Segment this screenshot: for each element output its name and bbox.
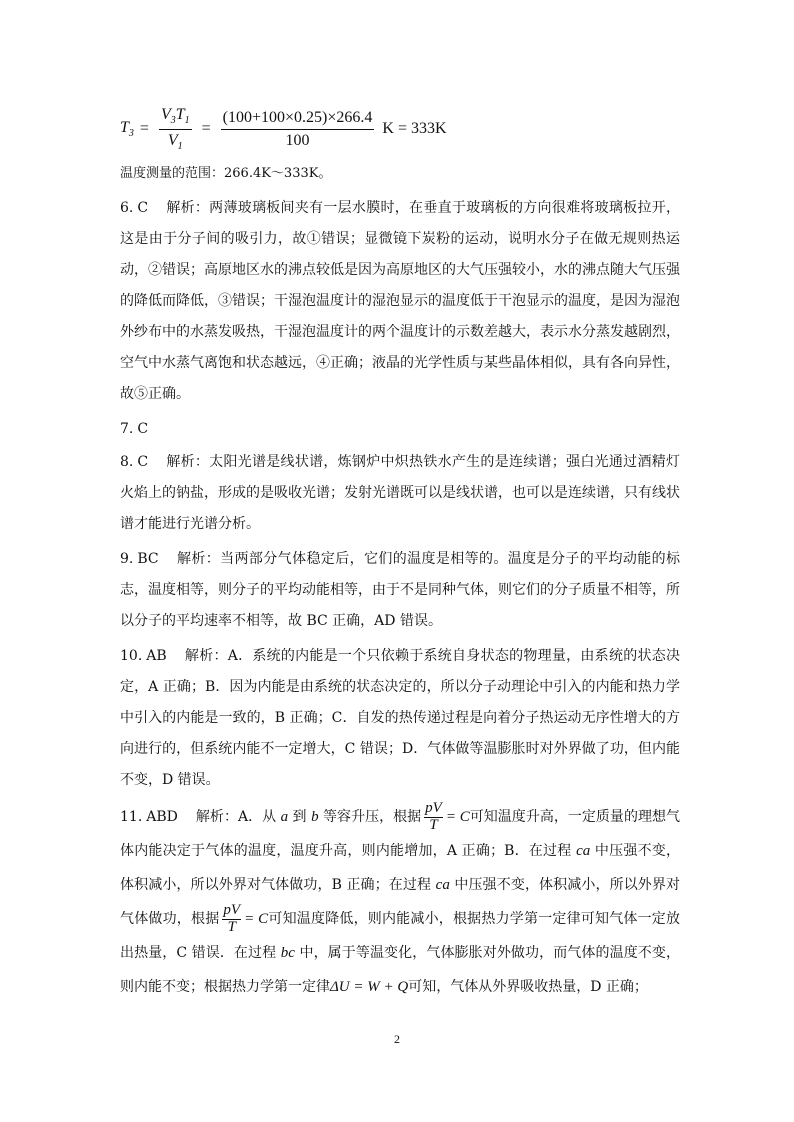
temperature-range: 温度测量的范围：266.4K～333K。 — [120, 166, 332, 181]
answer-item-10: 10. AB 解析：A．系统的内能是一个只依赖于系统自身状态的物理量，由系统的状态决定，A 正确；B．因为内能是由系统的状态决定的，所以分子动理论中引入的内能和热力学中引入的内能是一致的，B 正确；C．自发的热传递过程是向着分子热运动无序性增大的方向进行的，但系统内能不一定增大，C 错误；D．气体做等温膨胀时对外界做了功，但内能不变，D 错误。 — [120, 648, 680, 788]
eq-fraction-1: $\frac{V_3T_1}{V_1}$ — [160, 106, 190, 152]
answer-content — [120, 100, 680, 1008]
eq-fraction-2: $\frac{(100+100\times 0.25)\times 266.4}{100}$ — [222, 108, 373, 149]
first-law-formula: ΔU = W + Q — [330, 979, 409, 995]
eq-equals-2: = — [201, 120, 211, 137]
answer-item-8: 8. C 解析：太阳光谱是线状谱，炼钢炉中炽热铁水产生的是连续谱；强白光通过酒精灯火焰上的钠盐，形成的是吸收光谱；发射光谱既可以是线状谱，也可以是连续谱，只有线状谱才能进行光谱分析。 — [120, 454, 680, 532]
ideal-gas-fraction-1: $\frac{pV}{T}$ — [425, 799, 442, 833]
answer-item-9: 9. BC 解析：当两部分气体稳定后，它们的温度是相等的。温度是分子的平均动能的标志，温度相等，则分子的平均动能相等，由于不是同种气体，则它们的分子质量不相等，所以分子的平均速率不相等，故 BC 正确，AD 错误。 — [120, 551, 680, 629]
answer-item-6: 6. C 解析：两薄玻璃板间夹有一层水膜时，在垂直于玻璃板的方向很难将玻璃板拉开，这是由于分子间的吸引力，故①错误；显微镜下炭粉的运动，说明水分子在做无规则热运动，②错误；高原地区水的沸点较低是因为高原地区的大气压强较小，水的沸点随大气压强的降低而降低，③错误；干湿泡温度计的湿泡显示的温度低于干泡显示的温度，是因为湿泡外纱布中的水蒸发吸热，干湿泡温度计的两个温度计的示数差越大，表示水分蒸发越剧烈，空气中水蒸气离饱和状态越远，④正确；液晶的光学性质与某些晶体相似，具有各向异性，故⑤正确。 — [120, 200, 680, 402]
eq-lhs: $T_3$ — [120, 118, 134, 140]
page-number: 2 — [394, 1032, 400, 1046]
eq-result: K = 333K — [382, 120, 447, 137]
answer-item-7: 7. C — [120, 421, 149, 437]
ideal-gas-fraction-2: $\frac{pV}{T}$ — [223, 901, 241, 935]
answer-item-11: 11. ABD 解析：A．从 a 到 b 等容升压，根据 $\frac{pV}{T}$ = C可知温度升高，一定质量的理想气体内能决定于气体的温度，温度升高，则内能增加，A 正确；B．在过程 ca 中压强不变，体积减小，所以外界对气体做功，B 正确；在过程 ca 中压强不变，体积减小，所以外界对气体做功，根据 $\frac{pV}{T}$ = C可知温度降低，则内能减小，根据热力学第一定律可知气体一定放出热量，C 错误．在过程 bc 中，属于等温变化，气体膨胀对外做功，而气体的温度不变，则内能不变；根据热力学第一定律ΔU = W + Q可知，气体从外界吸收热量，D 正确； — [120, 799, 681, 995]
temperature-equation — [120, 100, 680, 158]
eq-equals-1: = — [139, 120, 149, 137]
